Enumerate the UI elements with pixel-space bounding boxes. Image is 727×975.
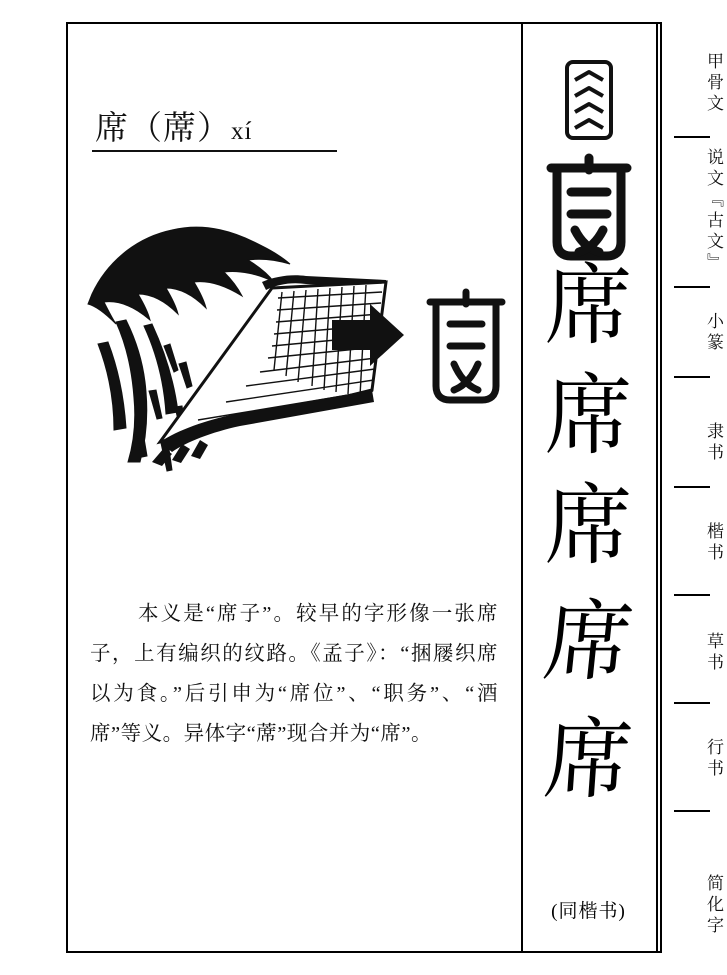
label-shuowen-ancient: 说文『古文』 — [704, 148, 723, 274]
entry-panel — [68, 24, 521, 951]
glyph-cursive: 席 — [539, 590, 638, 693]
glyph-small-seal: 席 — [544, 259, 633, 356]
glyph-column-note: (同楷书) — [551, 901, 626, 922]
label-regular: 楷书 — [704, 522, 723, 564]
label-clerical: 隶书 — [704, 422, 723, 464]
illustration — [86, 194, 506, 484]
title-underline — [92, 150, 337, 152]
label-small-seal: 小篆 — [704, 312, 723, 354]
headword-pinyin: xí — [231, 118, 253, 145]
page-title — [95, 102, 335, 149]
seal-script-glyph-illustration — [416, 286, 516, 406]
arrow-icon — [330, 302, 406, 368]
glyph-regular: 席 — [544, 479, 633, 576]
glyph-oracle-bone — [523, 54, 654, 146]
script-style-labels — [658, 24, 726, 951]
label-oracle-bone: 甲骨文 — [704, 51, 723, 115]
glyph-running: 席 — [540, 708, 637, 811]
label-cursive: 草书 — [704, 632, 723, 674]
glyph-clerical: 席 — [544, 369, 633, 466]
headword-characters: 席（蓆） — [95, 111, 231, 147]
label-running: 行书 — [704, 738, 723, 780]
definition-text: 本义是“席子”。较早的字形像一张席子，上有编织的纹路。《孟子》：“捆屦织席以为食。”后引申为“席位”、“职务”、“酒席”等义。异体字“蓆”现合并为“席”。 — [90, 603, 498, 745]
label-simplified: 简化字 — [704, 873, 723, 937]
script-evolution-column — [523, 24, 654, 951]
